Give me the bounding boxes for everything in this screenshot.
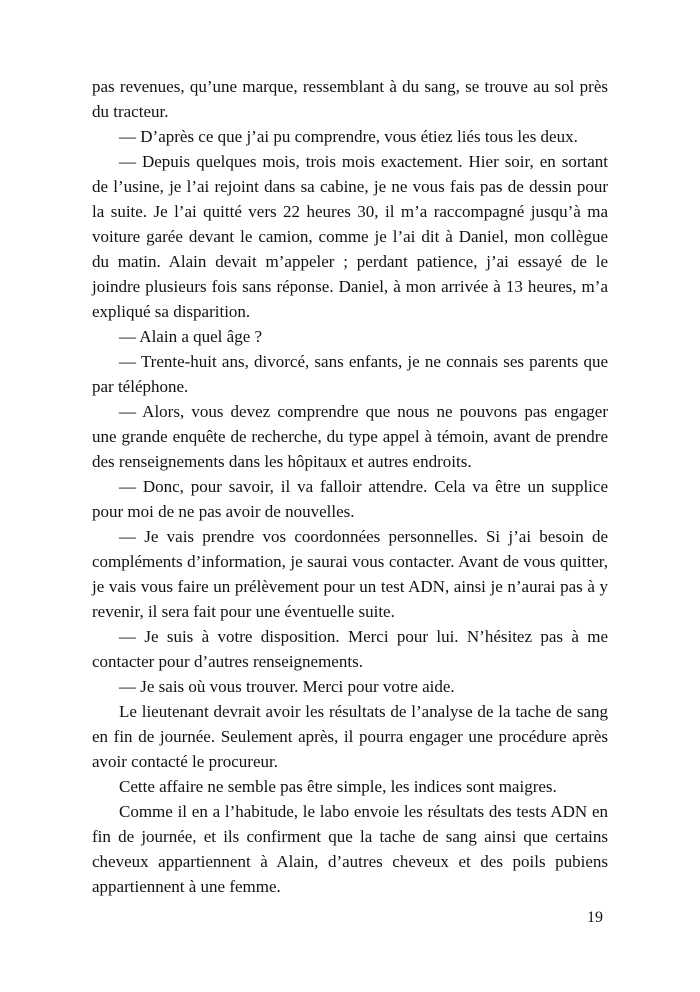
paragraph-narrative: Cette affaire ne semble pas être simple, les indices sont maigres. xyxy=(119,777,557,796)
text-block xyxy=(92,74,608,899)
paragraph-dialogue: — D’après ce que j’ai pu comprendre, vous étiez liés tous les deux. xyxy=(119,127,578,146)
paragraph-dialogue: — Alain a quel âge ? xyxy=(119,327,263,346)
paragraph-narrative: Le lieutenant devrait avoir les résultats de l’analyse de la tache de sang en fin de journée. Seulement après, il pourra engager une procédure après avoir contacté le procureur. xyxy=(92,702,608,771)
paragraph-dialogue: — Je suis à votre disposition. Merci pour lui. N’hésitez pas à me contacter pour d’autres renseignements. xyxy=(92,627,608,671)
paragraph-dialogue: — Je vais prendre vos coordonnées personnelles. Si j’ai besoin de compléments d’information, je saurai vous contacter. Avant de vous quitter, je vais vous faire un prélèvement pour un test ADN, ainsi je n’aurai pas à y revenir, il sera fait pour une éventuelle suite. xyxy=(92,527,608,621)
paragraph-dialogue: — Je sais où vous trouver. Merci pour votre aide. xyxy=(119,677,455,696)
paragraph-dialogue: — Depuis quelques mois, trois mois exactement. Hier soir, en sortant de l’usine, je l’ai rejoint dans sa cabine, je ne vous fais pas de dessin pour la suite. Je l’ai quitté vers 22 heures 30, il m’a raccompagné jusqu’à ma voiture garée devant le camion, comme je l’ai dit à Daniel, mon collègue du matin. Alain devait m’appeler ; perdant patience, j’ai essayé de le joindre plusieurs fois sans réponse. Daniel, à mon arrivée à 13 heures, m’a expliqué sa disparition. xyxy=(92,152,608,321)
paragraph-dialogue: — Alors, vous devez comprendre que nous ne pouvons pas engager une grande enquête de recherche, du type appel à témoin, avant de prendre des renseignements dans les hôpitaux et autres endroits. xyxy=(92,402,608,471)
paragraph-narrative: Comme il en a l’habitude, le labo envoie les résultats des tests ADN en fin de journée, et ils confirment que la tache de sang ainsi que certains cheveux appartiennent à Alain, d’autres cheveux et des poils pubiens appartiennent à une femme. xyxy=(92,802,608,896)
book-page xyxy=(92,74,608,899)
paragraph-dialogue: — Trente-huit ans, divorcé, sans enfants, je ne connais ses parents que par téléphone. xyxy=(92,352,608,396)
page-number: 19 xyxy=(587,909,603,926)
paragraph-continuation: pas revenues, qu’une marque, ressemblant à du sang, se trouve au sol près du tracteur. xyxy=(92,77,608,121)
paragraph-dialogue: — Donc, pour savoir, il va falloir attendre. Cela va être un supplice pour moi de ne pas avoir de nouvelles. xyxy=(92,477,608,521)
